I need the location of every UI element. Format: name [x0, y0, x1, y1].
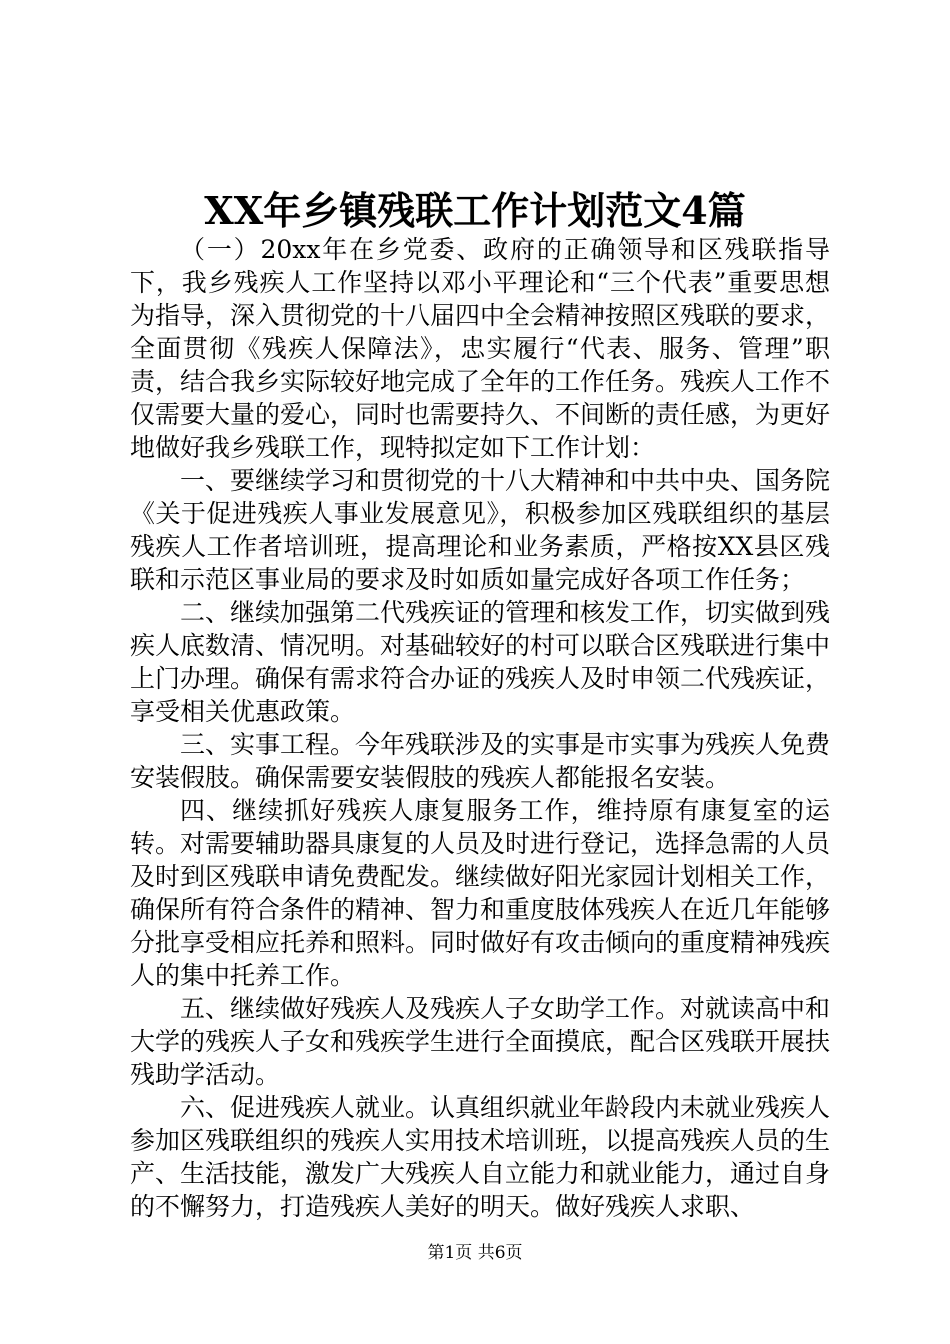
paragraph-item-4: 四、继续抓好残疾人康复服务工作，维持原有康复室的运转。对需要辅助器具康复的人员及时进行登记，选择急需的人员及时到区残联申请免费配发。继续做好阳光家园计划相关工作，确保所有符合条件的精神、智力和重度肢体残疾人在近几年能够分批享受相应托养和照料。同时做好有攻击倾向的重度精神残疾人的集中托养工作。 [130, 796, 831, 990]
paragraph-item-2: 二、继续加强第二代残疾证的管理和核发工作，切实做到残疾人底数清、情况明。对基础较好的村可以联合区残联进行集中上门办理。确保有需求符合办证的残疾人及时申领二代残疾证，享受相关优惠政策。 [130, 598, 831, 726]
document-body [130, 233, 830, 1223]
page-number-footer: 第1页 共6页 [427, 1243, 523, 1263]
paragraph-item-1: 一、要继续学习和贯彻党的十八大精神和中共中央、国务院《关于促进残疾人事业发展意见》，积极参加区残联组织的基层残疾人工作者培训班，提高理论和业务素质，严格按XX县区残联和示范区事业局的要求及时如质如量完成好各项工作任务； [130, 466, 831, 594]
paragraph-intro: （一）20xx年在乡党委、政府的正确领导和区残联指导下，我乡残疾人工作坚持以邓小平理论和“三个代表”重要思想为指导，深入贯彻党的十八届四中全会精神按照区残联的要求，全面贯彻《残疾人保障法》，忠实履行“代表、服务、管理”职责，结合我乡实际较好地完成了全年的工作任务。残疾人工作不仅需要大量的爱心，同时也需要持久、不间断的责任感，为更好地做好我乡残联工作，现特拟定如下工作计划： [130, 235, 831, 462]
paragraph-item-6: 六、促进残疾人就业。认真组织就业年龄段内未就业残疾人参加区残联组织的残疾人实用技术培训班，以提高残疾人员的生产、生活技能，激发广大残疾人自立能力和就业能力，通过自身的不懈努力，打造残疾人美好的明天。做好残疾人求职、 [130, 1093, 831, 1221]
document-title: XX年乡镇残联工作计划范文4篇 [204, 188, 746, 233]
paragraph-item-3: 三、实事工程。今年残联涉及的实事是市实事为残疾人免费安装假肢。确保需要安装假肢的残疾人都能报名安装。 [130, 730, 831, 792]
paragraph-item-5: 五、继续做好残疾人及残疾人子女助学工作。对就读高中和大学的残疾人子女和残疾学生进行全面摸底，配合区残联开展扶残助学活动。 [130, 994, 831, 1089]
